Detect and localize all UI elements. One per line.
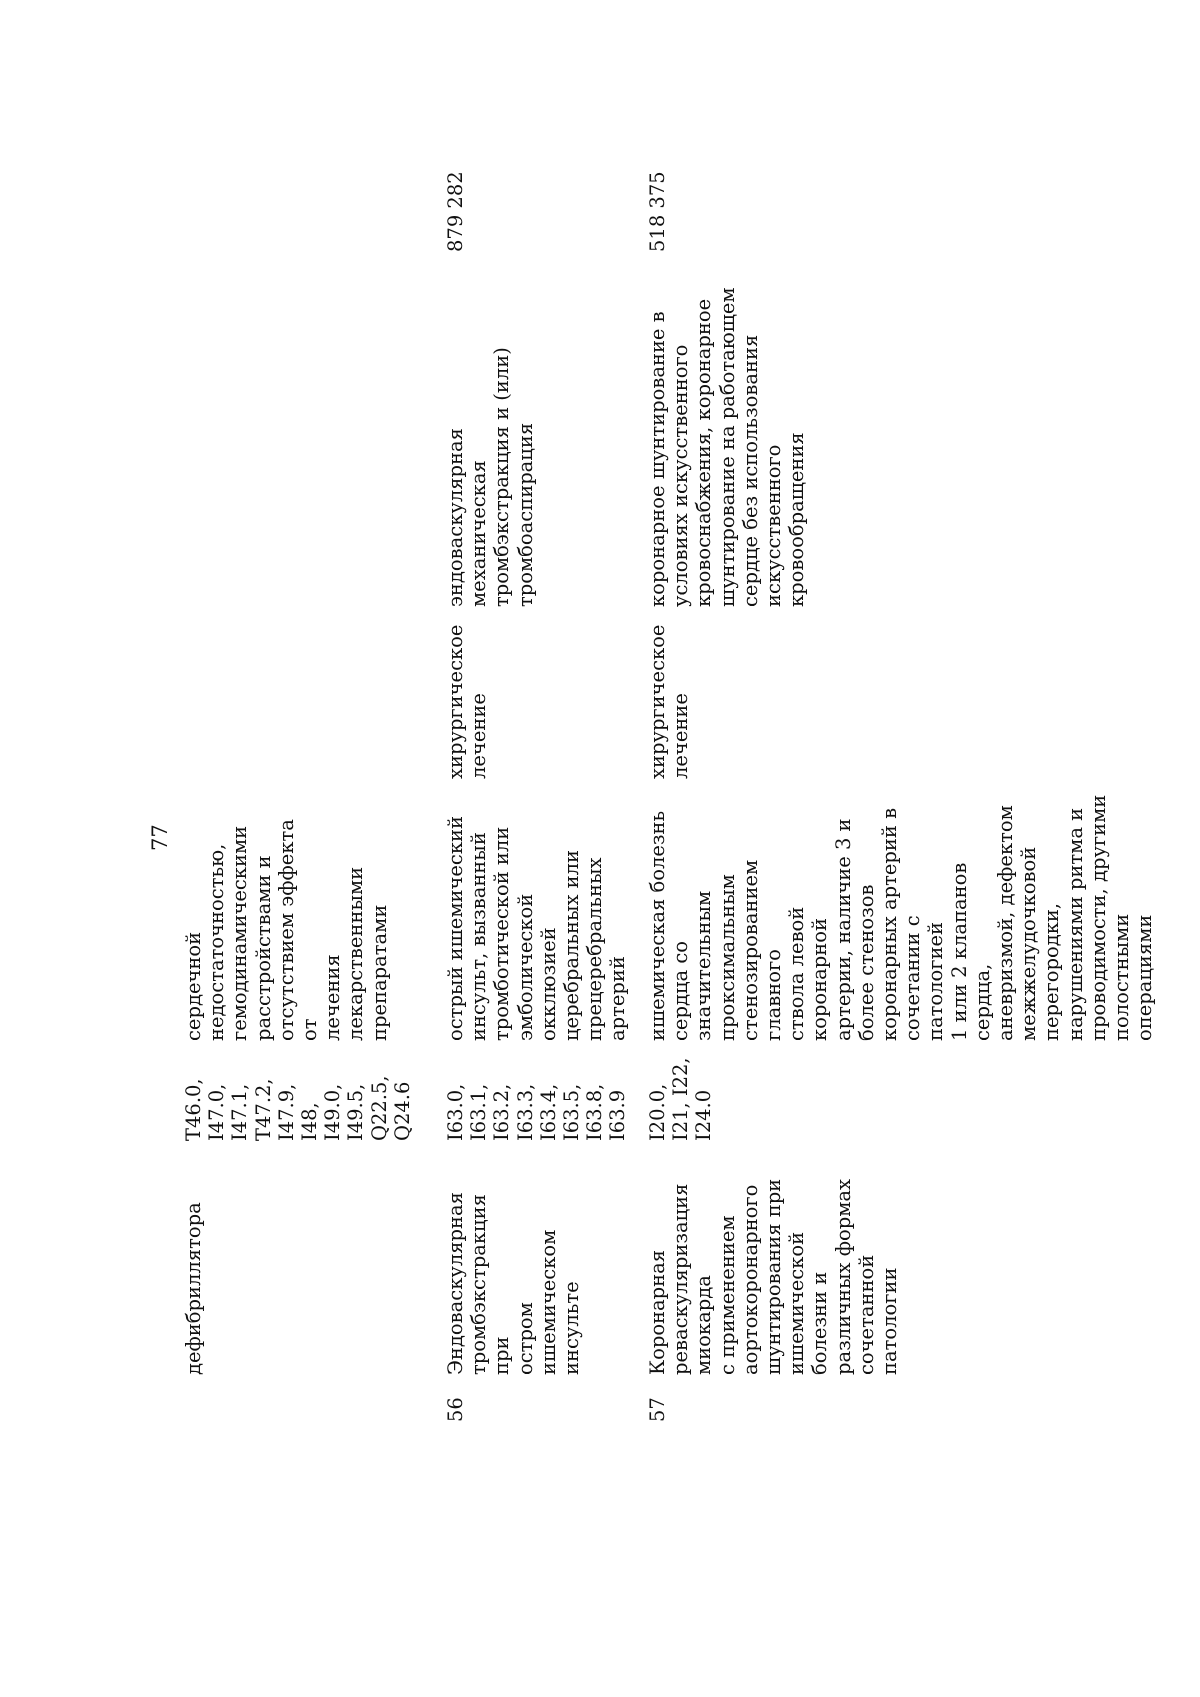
- procedure-name: Коронарная реваскуляризация миокарда с применением аортокоронарного шунтирования при ишемической болезни и различных формах сочетанной патологии: [646, 1178, 902, 1375]
- treatment-type: хирургическое лечение: [444, 624, 491, 779]
- icd-codes: I63.0, I63.1, I63.2, I63.3, I63.4, I63.5, I63.8, I63.9: [444, 1083, 630, 1141]
- procedure-name: Эндоваскулярная тромбэкстракция при остром ишемическом инсульте: [444, 1192, 584, 1375]
- patient-model: острый ишемический инсульт, вызванный тромботической или эмболической окклюзией церебральных или прецеребральных артерий: [444, 815, 630, 1041]
- row-number: 56: [444, 1397, 467, 1422]
- procedure-name: дефибриллятора: [182, 1202, 205, 1375]
- row-number: 57: [646, 1397, 669, 1422]
- patient-model: сердечной недостаточностью, гемодинамическими расстройствами и отсутствием эффекта от лечения лекарственными препаратами: [182, 819, 391, 1041]
- patient-model: ишемическая болезнь сердца со значительным проксимальным стенозированием главного ствола левой коронарной артерии, наличие 3 и более стенозов коронарных артерий в сочетании с патологией 1 или 2 клапанов сердца, аневризмой, дефектом межжелудочковой перегородки, нарушениями ритма и проводимости, другими полостными операциями: [646, 794, 1157, 1041]
- icd-codes: T46.0, I47.0, I47.1, T47.2, I47.9, I48, I49.0, I49.5, Q22.5, Q24.6: [182, 1075, 414, 1141]
- treatment-method: коронарное шунтирование в условиях искусственного кровоснабжения, коронарное шунтирование на работающем сердце без использования искусственного кровообращения: [646, 287, 809, 607]
- treatment-type: хирургическое лечение: [646, 624, 693, 779]
- page-number: 77: [148, 824, 172, 851]
- cost-value: 879 282: [444, 171, 467, 252]
- icd-codes: I20.0, I21, I22, I24.0: [646, 1057, 716, 1141]
- cost-value: 518 375: [646, 171, 669, 252]
- treatment-method: эндоваскулярная механическая тромбэкстракция и (или) тромбоаспирация: [444, 347, 537, 607]
